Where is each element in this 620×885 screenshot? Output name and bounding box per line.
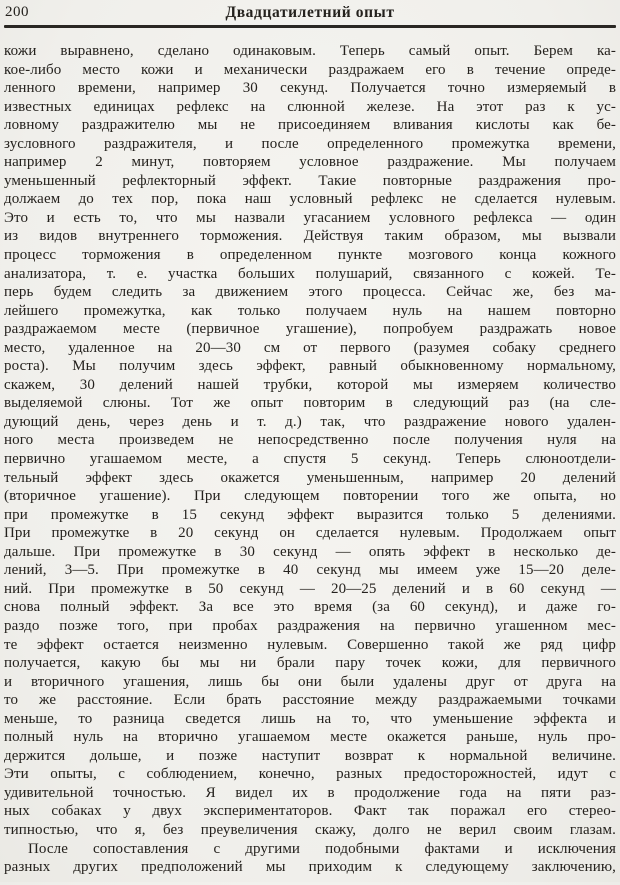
text-line: ленного времени, например 30 секунд. Получается точно измеряемый в [4, 80, 616, 97]
page-number: 200 [5, 4, 29, 20]
text-line: типностью, что я, без преувеличения скажу, долго не верил своим глазам. [4, 821, 616, 838]
text-line: Эти опыты, с соблюдением, конечно, разных предосторожностей, идут с [4, 766, 616, 783]
text-line: раздражаемом месте (первичное угашение), попробуем раздражать новое [4, 321, 616, 338]
text-line: получается, какую бы мы ни брали пару точек кожи, для первичного [4, 655, 616, 672]
text-line: то же расстояние. Если брать расстояние между раздражаемыми точками [4, 692, 616, 709]
text-line: из видов внутреннего торможения. Действуя таким образом, мы вызвали [4, 228, 616, 245]
text-line: полный нуль на вторично угашаемом месте окажется раньше, нуль про- [4, 729, 616, 746]
book-page [4, 0, 616, 885]
text-line: Это и есть то, что мы назвали угасанием условного рефлекса — один [4, 209, 616, 226]
page-header [4, 3, 616, 22]
running-title: Двадцатилетний опыт [225, 4, 395, 21]
text-line: и вторичного угашения, лишь бы они были удалены друг от друга на [4, 673, 616, 690]
text-line: снова полный эффект. За все это время (за 60 секунд), и даже го- [4, 599, 616, 616]
text-line: ний. При промежутке в 50 секунд — 20—25 делений и в 60 секунд — [4, 580, 616, 597]
text-line: дующий день, через день и т. д.) так, что раздражение нового удален- [4, 413, 616, 430]
text-line: раздо позже того, при пробах раздражения на первично угашенном мес- [4, 617, 616, 634]
text-line: те эффект остается неизменно нулевым. Совершенно такой же ряд цифр [4, 636, 616, 653]
text-line: меньше, то разница сведется лишь на то, что уменьшение эффекта и [4, 710, 616, 727]
text-line: кое-либо место кожи и механически раздражаем его в течение опреде- [4, 61, 616, 78]
text-line: ловному раздражителю мы не присоединяем вливания кислоты как бе- [4, 117, 616, 134]
text-line: скажем, 30 делений нашей трубки, которой мы измеряем количество [4, 376, 616, 393]
text-line: кожи выравнено, сделано одинаковым. Теперь самый опыт. Берем ка- [4, 43, 616, 59]
text-line: место, удаленное на 20—30 см от первого (разумея собаку среднего [4, 339, 616, 356]
text-line-paragraph-start: После сопоставления с другими подобными фактами и исключения [28, 840, 616, 857]
text-line: например 2 минут, повторяем условное раздражение. Мы получаем [4, 154, 616, 171]
text-line: при промежутке в 15 секунд эффект выразится только 5 делениями. [4, 506, 616, 523]
text-line: лейшего промежутка, как только получаем нуль на нашем повторно [4, 302, 616, 319]
text-line: роста). Мы получим здесь эффект, равный обыкновенному нормальному, [4, 358, 616, 375]
text-line: При промежутке в 20 секунд он сделается нулевым. Продолжаем опыт [4, 525, 616, 542]
text-line: ного места произведем не непосредственно после получения нуля на [4, 432, 616, 449]
header-rule [4, 25, 616, 28]
text-line: держится дольше, и позже наступит возврат к нормальной величине. [4, 747, 616, 764]
text-line: первично угашаемом месте, а спустя 5 секунд. Теперь слюноотдели- [4, 451, 616, 468]
text-line: разных других предположений мы приходим к следующему заключению, [4, 859, 616, 876]
text-line: лений, 3—5. При промежутке в 40 секунд мы имеем уже 15—20 деле- [4, 562, 616, 579]
text-line: выделяемой слюны. Тот же опыт повторим в следующий раз (на сле- [4, 395, 616, 412]
text-line: уменьшенный рефлекторный эффект. Такие повторные раздражения про- [4, 172, 616, 189]
text-line: зусловного раздражителя, и после определенного промежутка времени, [4, 135, 616, 152]
text-line: дальше. При промежутке в 30 секунд — опять эффект в несколько де- [4, 543, 616, 560]
text-line: перь будем следить за движением этого процесса. Сейчас же, без ма- [4, 284, 616, 301]
text-line: должаем до тех пор, пока наш условный рефлекс не сделается нулевым. [4, 191, 616, 208]
text-line: (вторичное угашение). При следующем повторении того же опыта, но [4, 488, 616, 505]
page-body [4, 42, 616, 877]
text-line: удивительной точностью. Я видел их в продолжение года на пяти раз- [4, 784, 616, 801]
text-line: анализатора, т. е. участка больших полушарий, связанного с кожей. Те- [4, 265, 616, 282]
text-line: ных собаках у двух экспериментаторов. Факт так поражал его стерео- [4, 803, 616, 820]
text-line: процесс торможения в определенном пункте мозгового конца кожного [4, 247, 616, 264]
text-line: известных единицах рефлекс на слюнной железе. На этот раз к ус- [4, 98, 616, 115]
text-line: тельный эффект здесь окажется уменьшенным, например 20 делений [4, 469, 616, 486]
